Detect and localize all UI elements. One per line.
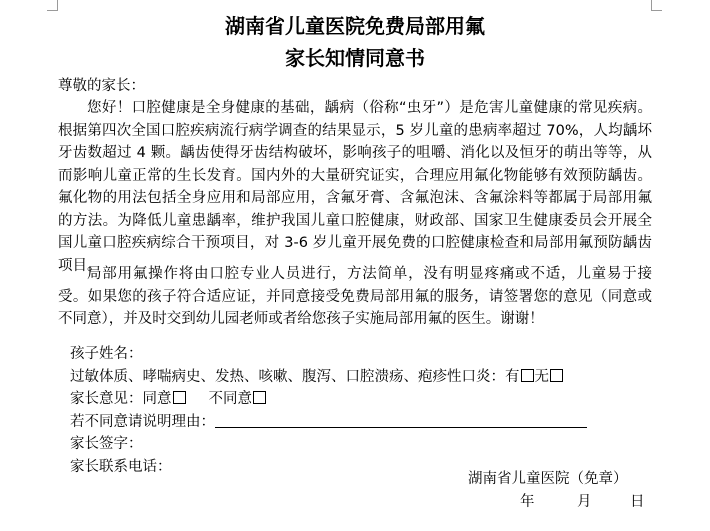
consent-form (70, 343, 650, 478)
signature-row (70, 433, 650, 456)
document-title: 湖南省儿童医院免费局部用氟 (225, 14, 485, 38)
history-no-checkbox[interactable] (550, 369, 563, 382)
crop-mark-top-left (47, 0, 58, 11)
history-no-label: 无 (534, 368, 549, 385)
child-name-label: 孩子姓名： (70, 346, 143, 362)
reason-label: 若不同意请说明理由： (70, 413, 215, 430)
day-label: 日 (630, 494, 645, 510)
document-subtitle: 家长知情同意书 (285, 46, 425, 70)
phone-label: 家长联系电话： (70, 458, 172, 475)
paragraph-intro: 您好！口腔健康是全身健康的基础，龋病（俗称“虫牙”）是危害儿童健康的常见疾病。根据第四次全国口腔疾病流行病学调查的结果显示，5 岁儿童的患病率超过 70%，人均龋坏牙齿数超过 4 颗。龋齿使得牙齿结构破坏，影响孩子的咀嚼、消化以及恒牙的萌出等等，从而影响儿童正常的生长发育。国内外的大量研究证实，合理应用氟化物能够有效预防龋齿。氟化物的用法包括全身应用和局部应用，含氟牙膏、含氟泡沫、含氟涂料等都属于局部用氟的方法。为降低儿童患龋率，维护我国儿童口腔健康，财政部、国家卫生健康委员会开展全国儿童口腔疾病综合干预项目，对 3-6 岁儿童开展免费的口腔健康检查和局部用氟预防龋齿项目。 (58, 100, 652, 274)
reason-field[interactable] (215, 413, 587, 428)
issuing-organization: 湖南省儿童医院（免章） (468, 471, 628, 487)
month-label: 月 (577, 494, 592, 510)
parent-opinion-label: 家长意见： (70, 391, 143, 407)
parent-opinion-row (70, 388, 650, 411)
child-name-row (70, 343, 650, 366)
medical-history-row (70, 366, 650, 389)
disagree-checkbox[interactable] (253, 391, 266, 404)
medical-history-label: 过敏体质、哮喘病史、发热、咳嗽、腹泻、口腔溃疡、疱疹性口炎：有 (70, 368, 520, 385)
paragraph-procedure: 局部用氟操作将由口腔专业人员进行，方法简单，没有明显疼痛或不适，儿童易于接受。如果您的孩子符合适应证，并同意接受免费局部用氟的服务，请签署您的意见（同意或不同意），并及时交到幼儿园老师或者给您孩子实施局部用氟的医生。谢谢！ (58, 266, 652, 327)
reason-row (70, 411, 650, 434)
salutation: 尊敬的家长： (58, 78, 145, 94)
signature-label: 家长签字： (70, 436, 143, 452)
year-label: 年 (520, 494, 535, 510)
disagree-label: 不同意 (208, 391, 252, 407)
crop-mark-top-right (651, 0, 662, 11)
agree-label: 同意 (142, 391, 172, 407)
agree-checkbox[interactable] (173, 391, 186, 404)
history-yes-checkbox[interactable] (521, 369, 534, 382)
